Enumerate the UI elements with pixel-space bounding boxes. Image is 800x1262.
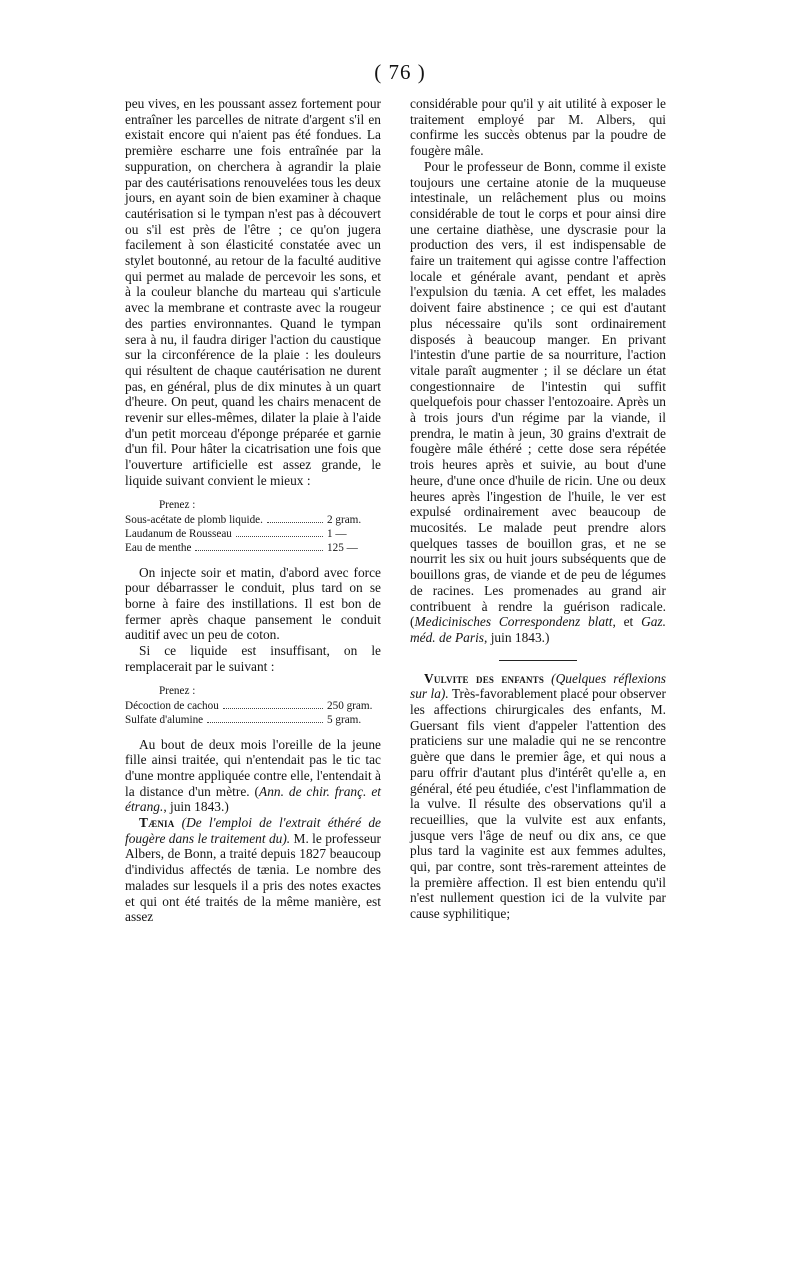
right-column <box>410 96 666 922</box>
ingredient-quantity: 1 — <box>327 527 347 540</box>
paragraph-text: Au bout de deux mois l'oreille de la jeune fille ainsi traitée, qui n'entendait pas le tic tac d'une montre appliquée contre elle, l'entendait à la distance d'un mètre. ( <box>125 736 381 799</box>
paragraph: peu vives, en les poussant assez fortement pour entraîner les parcelles de nitrate d'argent s'il en existait encore qui n'aient pas été fondues. La première escharre une fois entraînée par la suppuration, on cherchera à agrandir la plaie par des cautérisations renouvelées tous les deux jours, en ayant soin de bien examiner à chaque cautérisation si le tympan n'est pas à découvert ou s'il est près de l'être ; ce qu'on jugera facilement à son élasticité constatée avec un stylet boutonné, au retour de la faculté auditive qui permet au malade de percevoir les sons, et à la couleur blanche du marteau qui s'articule avec la membrane et contraste avec la rougeur des parties environnantes. Quand le tympan sera à nu, il faudra diriger l'action du caustique sur la circonférence de la plaie : les douleurs qui résultent de chaque cautérisation ne durent pas, en général, plus de dix minutes à un quart d'heure. On peut, quand les chairs menacent de revenir sur elles-mêmes, dilater la plaie à l'aide d'un petit morceau d'éponge préparée et garnie d'un fil. Pour hâter la cicatrisation une fois que l'ouverture artificielle est assez grande, le liquide suivant convient le mieux : <box>125 96 381 488</box>
article-body: Très-favorablement placé pour observer les affections chirurgicales des enfants, M. Guersant fils vient d'appeler l'attention des praticiens sur une maladie qui ne se rencontre guère que dans le premier âge, et qui nous a paru offrir d'autant plus d'intérêt qu'elle a, en général, été peu étudiée, c'est l'inflammation de la vulve. Il résulte des observations qu'il a recueillies, que la vulvite est aux enfants, jusque vers l'âge de neuf ou dix ans, ce que plus tard la vaginite est aux femmes adultes, qui, par contre, sont très-rarement atteintes de la première affection. Il est bien entendu qu'il n'est nullement question ici de la vulvite par cause syphilitique; <box>410 686 666 922</box>
left-column <box>125 96 381 925</box>
article-taenia <box>125 815 381 925</box>
page-number: ( 76 ) <box>374 60 426 84</box>
citation-date: , juin 1843.) <box>484 629 550 645</box>
recipe-ingredient <box>125 699 381 713</box>
recipe-title: Prenez : <box>159 684 196 697</box>
article-subtitle: (Quelques réflexions sur la). <box>410 670 666 702</box>
ingredient-name: Laudanum de Rousseau <box>125 527 232 540</box>
section-divider <box>499 660 577 661</box>
recipe-prescription-2 <box>125 684 381 727</box>
paragraph: On injecte soir et matin, d'abord avec force pour débarrasser le conduit, plus tard on se borne à faire des instillations. Il est bon de fermer après chaque pansement le conduit auditif avec un peu de coton. <box>125 564 381 643</box>
ingredient-name: Décoction de cachou <box>125 699 219 712</box>
citation-date: , juin 1843.) <box>163 799 229 815</box>
paragraph <box>410 159 666 646</box>
recipe-ingredient <box>125 527 381 541</box>
paragraph: Si ce liquide est insuffisant, on le remplacerait par le suivant : <box>125 643 381 674</box>
paragraph: considérable pour qu'il y ait utilité à exposer le traitement employé par M. Albers, qui confirme les succès obtenus par la poudre de fougère mâle. <box>410 96 666 159</box>
article-title: Tænia <box>139 815 175 831</box>
leader-dots <box>195 550 323 551</box>
citation: Gaz. méd. de Paris <box>410 614 666 645</box>
leader-dots <box>236 536 323 537</box>
citation: Ann. de chir. franç. et étrang. <box>125 783 381 815</box>
paragraph-text: Pour le professeur de Bonn, comme il existe toujours une certaine atonie de la muqueuse intestinale, un relâchement plus ou moins considérable de tout le corps et pour ainsi dire une certaine diathèse, une dyscrasie pour la production des vers, il est indispensable de faire un traitement qui agisse contre l'affection locale et générale avant, pendant et après l'expulsion du tænia. A cet effet, les malades doivent faire abstinence ; ce qui est d'autant plus nécessaire qu'ils sont ordinairement disposés à beaucoup manger. En privant l'intestin d'une partie de sa nourriture, l'action vitale paraît augmenter ; il se déclare un état congestionnaire de l'intestin qui suffit quelquefois pour chasser l'entozoaire. Après un à trois jours d'un régime par la viande, il prendra, le matin à jeun, 30 grains d'extrait de fougère mâle éthéré ; cette dose sera répétée trois heures après et suivie, au bout d'une heure, d'une once d'huile de ricin. Une ou deux heures après l'ingestion de l'huile, le ver est expulsé ordinairement avec beaucoup de mucosités. Le malade peut prendre alors quelques tasses de bouillon gras, et ne se nourrit les six ou huit jours subséquents que de bouillons gras, de viande et de peu de légumes de racines. Les promenades au grand air contribuent à rendre la guérison radicale. ( <box>410 158 666 630</box>
recipe-ingredient <box>125 713 381 727</box>
article-body: M. le professeur Albers, de Bonn, a traité depuis 1827 beaucoup d'individus affectés de tænia. Le nombre des malades sur lesquels il a pris des notes exactes et qui ont été traités de la même manière, est assez <box>125 830 382 925</box>
ingredient-name: Eau de menthe <box>125 541 192 554</box>
leader-dots <box>267 522 323 523</box>
article-title: Vulvite des enfants <box>424 670 545 686</box>
ingredient-quantity: 250 gram. <box>327 699 373 712</box>
article-vulvite <box>410 671 666 922</box>
ingredient-name: Sous-acétate de plomb liquide. <box>125 513 263 526</box>
citation-separator: , et <box>612 614 642 630</box>
recipe-ingredient <box>125 541 381 555</box>
recipe-ingredient <box>125 513 381 527</box>
article-subtitle: (De l'emploi de l'extrait éthéré de fougère dans le traitement du). <box>125 815 381 846</box>
ingredient-quantity: 5 gram. <box>327 713 362 726</box>
leader-dots <box>207 722 323 723</box>
ingredient-name: Sulfate d'alumine <box>125 713 204 726</box>
citation: Medicinisches Correspondenz blatt <box>414 614 613 630</box>
ingredient-quantity: 2 gram. <box>327 513 362 526</box>
paragraph <box>125 737 381 816</box>
leader-dots <box>223 708 323 709</box>
recipe-title: Prenez : <box>159 498 196 511</box>
ingredient-quantity: 125 — <box>327 541 358 554</box>
recipe-prescription-1 <box>125 498 381 555</box>
